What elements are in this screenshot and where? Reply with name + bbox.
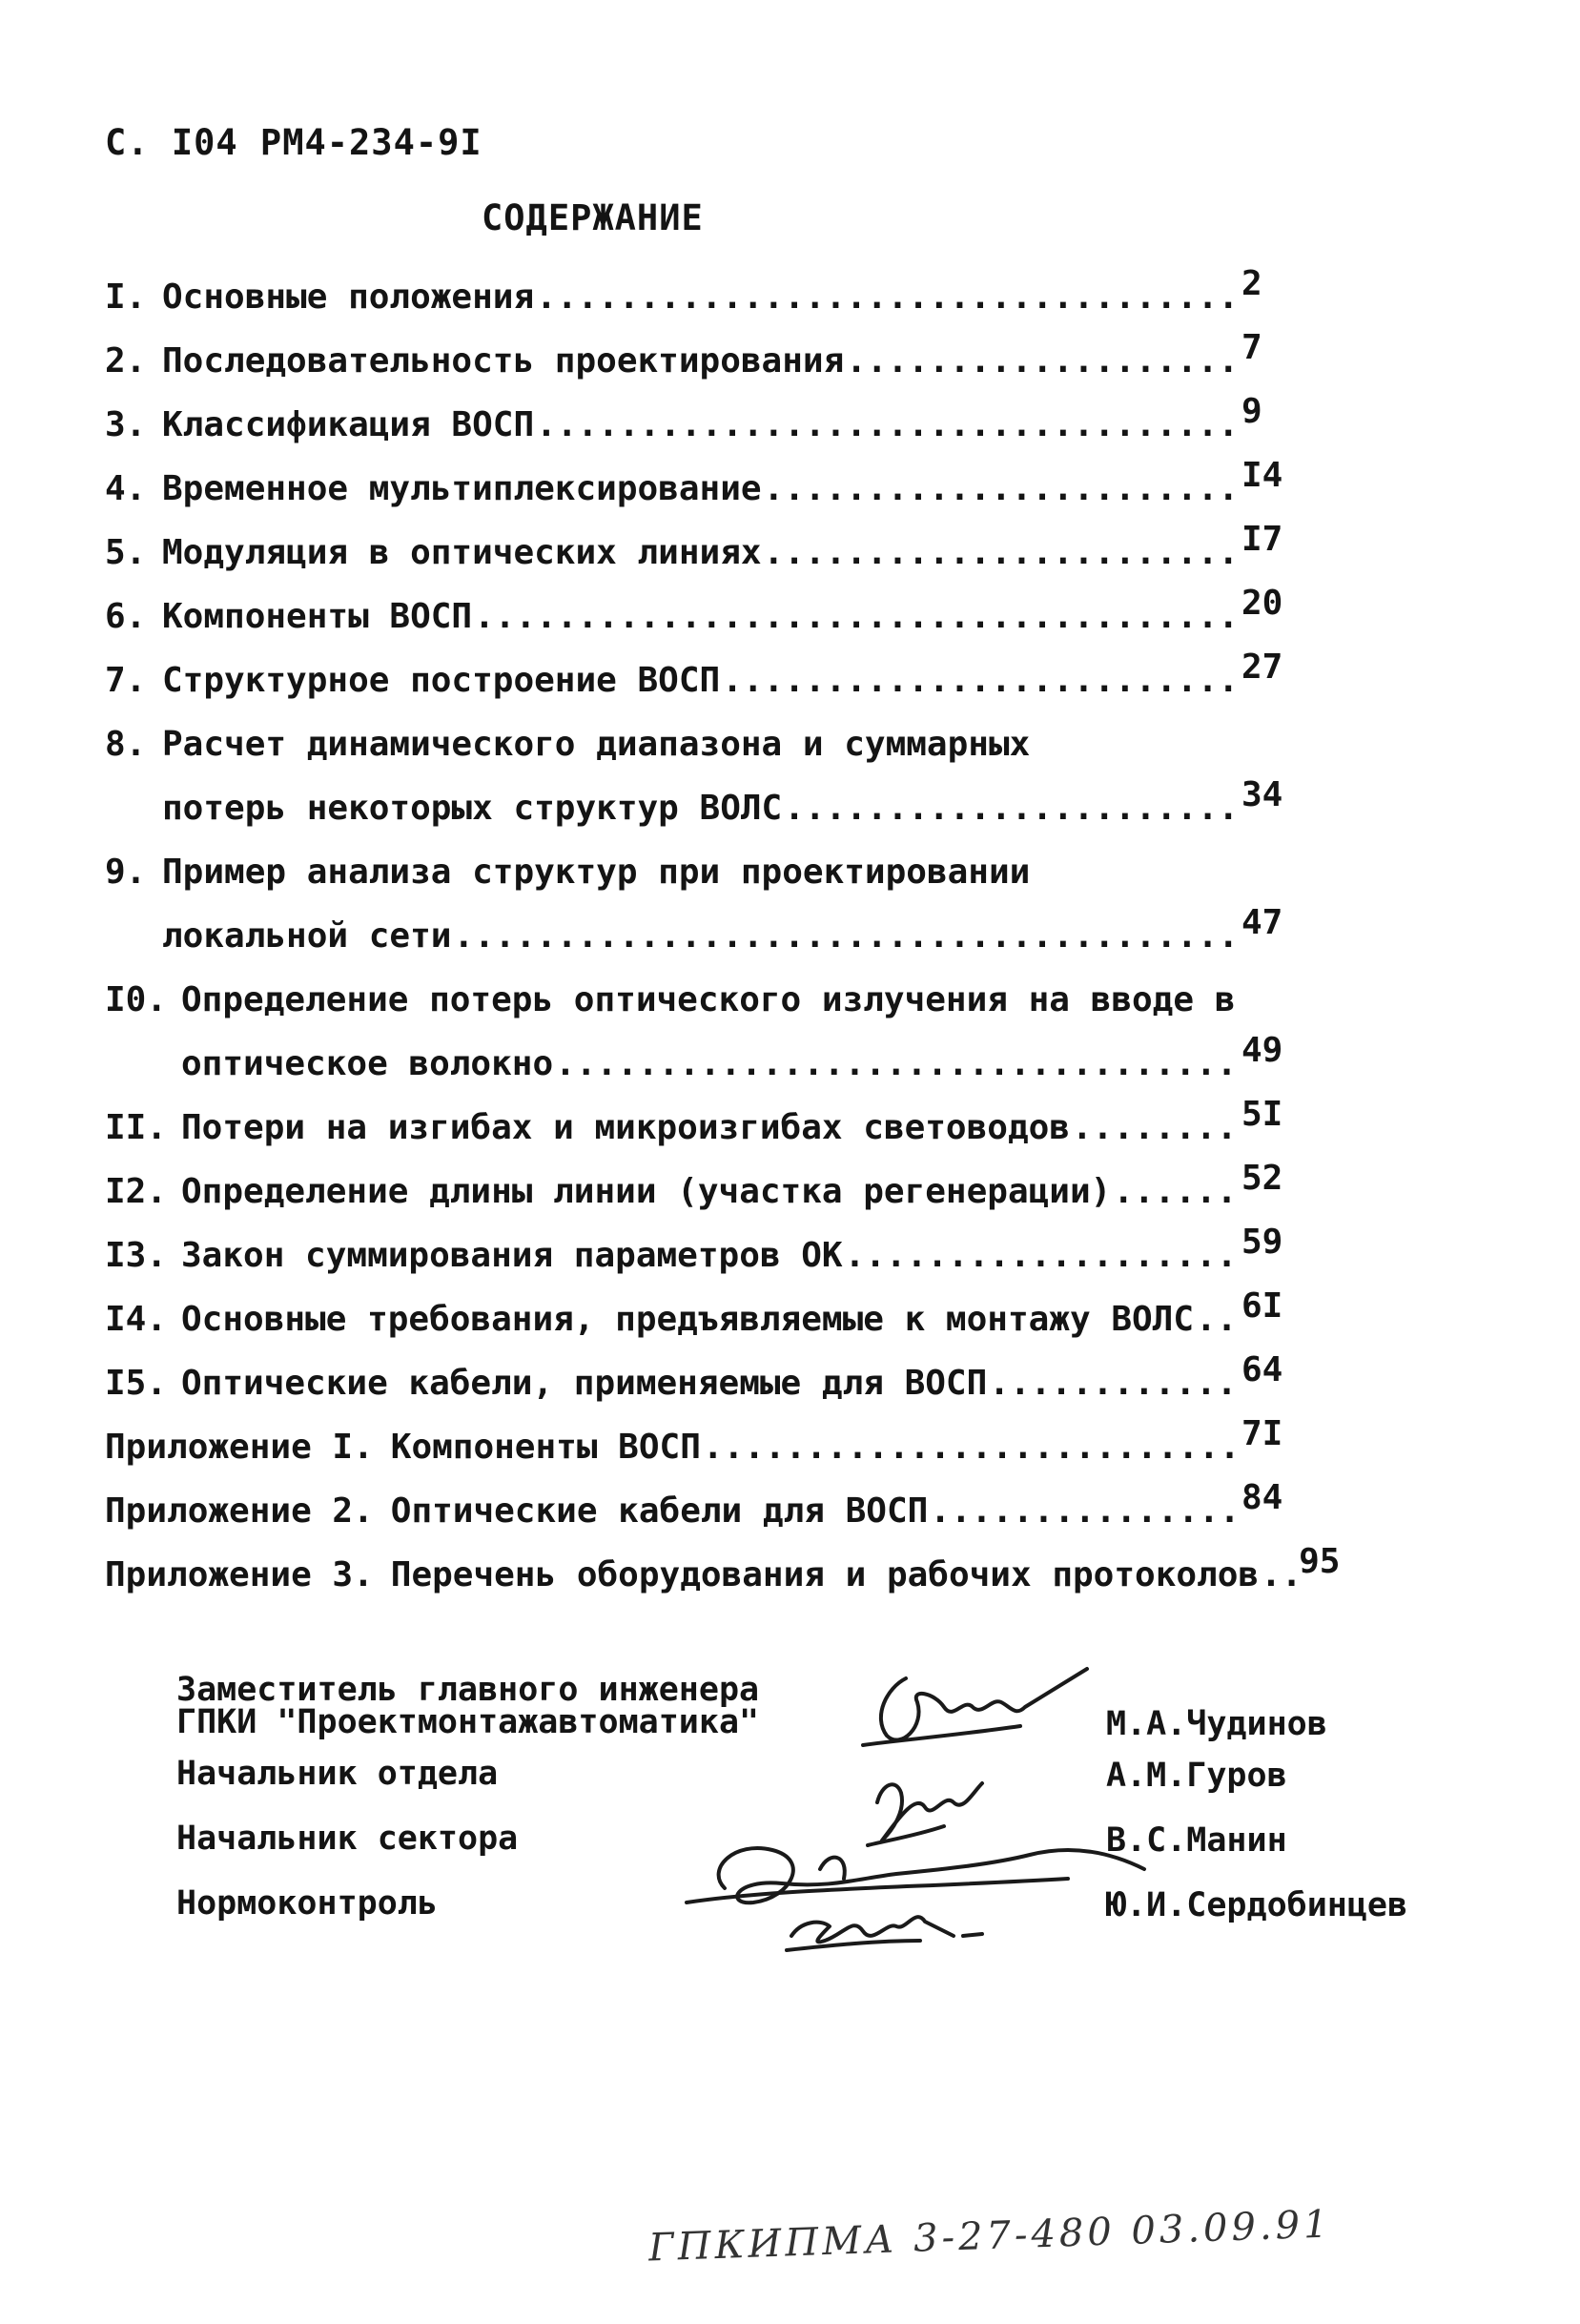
table-of-contents <box>105 253 1341 1594</box>
toc-title: локальной сети <box>162 916 452 956</box>
toc-title: Перечень оборудования и рабочих протоколов <box>390 1555 1260 1594</box>
toc-leader-dots <box>453 916 1238 956</box>
toc-title: Последовательность проектирования <box>162 341 845 380</box>
toc-title: Компоненты ВОСП <box>390 1428 701 1467</box>
toc-title: Временное мультиплексирование <box>162 469 762 508</box>
toc-entry <box>105 444 1297 508</box>
toc-page-number: I7 <box>1241 520 1283 559</box>
toc-entry <box>105 700 1297 764</box>
signer-name: В.С.Манин <box>1106 1821 1287 1860</box>
toc-leader-dots <box>536 405 1238 444</box>
toc-page-number: I4 <box>1241 456 1283 495</box>
toc-page-number: 27 <box>1241 648 1283 687</box>
toc-title: потерь некоторых структур ВОЛС <box>162 789 783 828</box>
toc-leader-dots <box>703 1428 1238 1467</box>
toc-leader-dots <box>845 1236 1238 1275</box>
toc-number: Приложение 3. <box>105 1555 374 1594</box>
toc-leader-dots <box>1113 1172 1238 1211</box>
handwritten-registration-note: ГПКИПМА 3-27-480 03.09.91 <box>647 2202 1333 2271</box>
toc-entry-continuation <box>105 892 1297 956</box>
toc-entry <box>105 956 1297 1019</box>
toc-title: Оптические кабели, применяемые для ВОСП <box>181 1364 988 1403</box>
toc-title: Пример анализа структур при проектировании <box>162 853 1031 892</box>
toc-title: Оптические кабели для ВОСП <box>390 1491 929 1531</box>
signer-name: А.М.Гуров <box>1106 1757 1287 1795</box>
toc-appendix-entry <box>105 1467 1297 1531</box>
toc-number: Приложение I. <box>105 1428 374 1467</box>
toc-page-number: 59 <box>1241 1223 1283 1262</box>
toc-number: 6. <box>105 597 147 636</box>
toc-leader-dots <box>1196 1300 1238 1339</box>
toc-page-number: 95 <box>1299 1542 1341 1581</box>
toc-number: 9. <box>105 853 147 892</box>
toc-title: Расчет динамического диапазона и суммарных <box>162 725 1031 764</box>
toc-title: Компоненты ВОСП <box>162 597 473 636</box>
toc-entry <box>105 636 1297 700</box>
toc-title: Структурное построение ВОСП <box>162 661 721 700</box>
toc-entry-continuation <box>105 764 1297 828</box>
toc-leader-dots <box>764 533 1238 572</box>
toc-page-number: 64 <box>1241 1350 1283 1389</box>
toc-number: I0. <box>105 980 168 1019</box>
toc-page-number: 2 <box>1241 264 1262 303</box>
toc-title: оптическое волокно <box>181 1044 554 1083</box>
toc-entry <box>105 253 1297 317</box>
toc-entry <box>105 572 1297 636</box>
toc-page-number: 84 <box>1241 1478 1283 1517</box>
toc-number: II. <box>105 1108 168 1147</box>
signer-name: М.А.Чудинов <box>1106 1705 1327 1743</box>
toc-title: Определение потерь оптического излучения на вводе в <box>181 980 1236 1019</box>
toc-number: 4. <box>105 469 147 508</box>
toc-leader-dots <box>989 1364 1238 1403</box>
signature-row <box>176 1884 1511 1952</box>
toc-leader-dots <box>474 597 1238 636</box>
signer-role: Начальник отдела <box>176 1755 499 1793</box>
document-code: С. I04 РМ4-234-9I <box>105 122 482 163</box>
toc-leader-dots <box>784 789 1238 828</box>
toc-title: Классификация ВОСП <box>162 405 535 444</box>
toc-leader-dots <box>722 661 1238 700</box>
signer-role: Нормоконтроль <box>176 1884 438 1923</box>
toc-number: I5. <box>105 1364 168 1403</box>
toc-entry <box>105 1339 1297 1403</box>
signature-row <box>176 1671 1511 1758</box>
toc-number: Приложение 2. <box>105 1491 374 1531</box>
toc-page-number: 7I <box>1241 1414 1283 1453</box>
toc-page-number: 7 <box>1241 328 1262 367</box>
toc-title: Модуляция в оптических линиях <box>162 533 762 572</box>
toc-leader-dots <box>846 341 1238 380</box>
toc-number: I4. <box>105 1300 168 1339</box>
toc-leader-dots <box>536 278 1238 317</box>
toc-appendix-entry <box>105 1403 1297 1467</box>
toc-number: 3. <box>105 405 147 444</box>
toc-leader-dots <box>930 1491 1238 1531</box>
toc-page-number: 52 <box>1241 1159 1283 1198</box>
toc-title: Основные требования, предъявляемые к монтажу ВОЛС <box>181 1300 1195 1339</box>
toc-entry <box>105 317 1297 380</box>
toc-entry-continuation <box>105 1019 1297 1083</box>
signer-role: Начальник сектора <box>176 1820 519 1858</box>
page-title: СОДЕРЖАНИЕ <box>482 197 704 238</box>
toc-page-number: 47 <box>1241 903 1283 942</box>
signature-row <box>176 1822 1511 1887</box>
toc-leader-dots <box>764 469 1238 508</box>
toc-title: Основные положения <box>162 278 535 317</box>
toc-page-number: 9 <box>1241 392 1262 431</box>
toc-entry <box>105 1211 1297 1275</box>
toc-page-number: 49 <box>1241 1031 1283 1070</box>
toc-entry <box>105 1147 1297 1211</box>
signature-block <box>176 1671 1511 1952</box>
toc-entry <box>105 1083 1297 1147</box>
toc-number: I2. <box>105 1172 168 1211</box>
toc-number: 2. <box>105 341 147 380</box>
toc-number: I3. <box>105 1236 168 1275</box>
toc-number: 8. <box>105 725 147 764</box>
toc-number: 5. <box>105 533 147 572</box>
toc-page-number: 6I <box>1241 1286 1283 1326</box>
toc-leader-dots <box>1261 1555 1295 1594</box>
toc-title: Определение длины линии (участка регенерации) <box>181 1172 1112 1211</box>
toc-entry <box>105 828 1297 892</box>
signer-name: Ю.И.Сердобинцев <box>1106 1886 1408 1924</box>
toc-page-number: 20 <box>1241 584 1283 623</box>
toc-entry <box>105 380 1297 444</box>
toc-number: I. <box>105 278 147 317</box>
signer-role: Заместитель главного инженера ГПКИ "Проектмонтажавтоматика" <box>176 1671 760 1741</box>
toc-leader-dots <box>1072 1108 1238 1147</box>
toc-number: 7. <box>105 661 147 700</box>
toc-leader-dots <box>555 1044 1238 1083</box>
signature-row <box>176 1755 1511 1822</box>
toc-page-number: 5I <box>1241 1095 1283 1134</box>
toc-entry <box>105 1275 1297 1339</box>
toc-appendix-entry <box>105 1531 1341 1594</box>
toc-title: Потери на изгибах и микроизгибах световодов <box>181 1108 1070 1147</box>
toc-page-number: 34 <box>1241 775 1283 814</box>
toc-entry <box>105 508 1297 572</box>
toc-title: Закон суммирования параметров ОК <box>181 1236 843 1275</box>
